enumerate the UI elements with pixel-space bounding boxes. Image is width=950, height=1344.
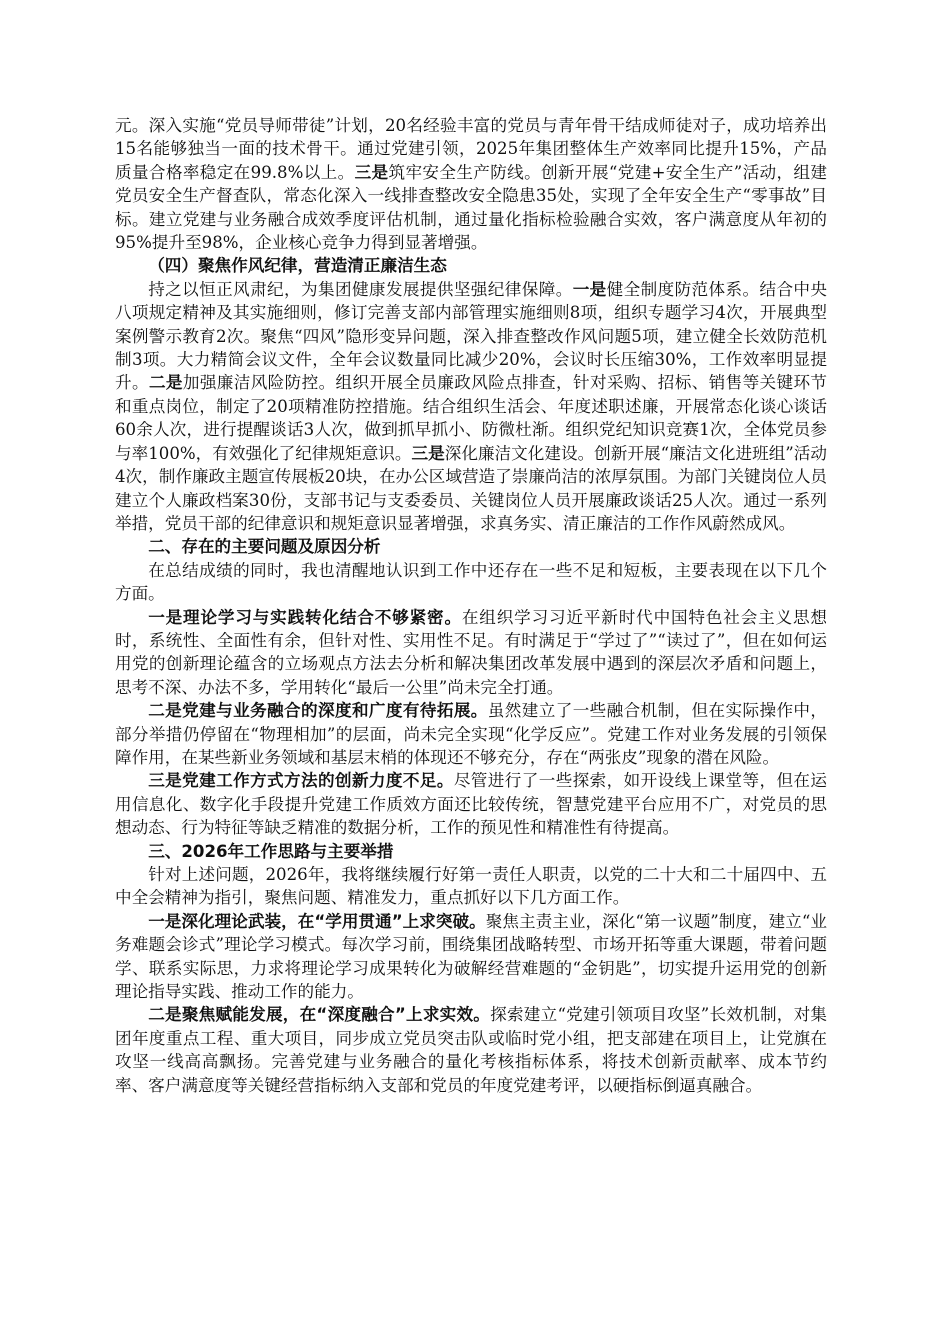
bold-lead-text: 三是 [354, 162, 389, 182]
bold-lead-text: 一是深化理论武装，在“学用贯通”上求突破。 [148, 911, 486, 931]
bold-lead-text: 二是聚焦赋能发展，在“深度融合”上求实效。 [148, 1005, 491, 1025]
paragraph-text: 元。深入实施“党员导师带徒”计划，20名经验丰富的党员与青年骨干结成师徒对子，成功培养出15名能够独当一面的技术骨干。通过党建引领，2025年集团整体生产效率同比提升15%，产品质量合格率稳定在99.8%以上。 [115, 116, 827, 182]
paragraph-text: 二、存在的主要问题及原因分析 [148, 537, 381, 557]
body-paragraph [115, 606, 827, 700]
section-heading [115, 254, 827, 277]
body-paragraph [115, 699, 827, 769]
paragraph-text: 针对上述问题，2026年，我将继续履行好第一责任人职责，以党的二十大和二十届四中、五中全会精神为指引，聚焦问题、精准发力，重点抓好以下几方面工作。 [115, 865, 827, 908]
bold-lead-text: 二是党建与业务融合的深度和广度有待拓展。 [148, 701, 488, 721]
bold-lead-text: 三是 [411, 443, 445, 463]
bold-lead-text: 三是党建工作方式方法的创新力度不足。 [148, 771, 454, 791]
body-paragraph [115, 114, 827, 254]
paragraph-text: 加强廉洁风险防控。组织开展全员廉政风险点排查，针对采购、招标、销售等关键环节和重点岗位，制定了20项精准防控措施。结合组织生活会、年度述职述廉，开展常态化谈心谈话60余人次，进行提醒谈话3人次，做到抓早抓小、防微杜渐。组织党纪知识竞赛1次，全体党员参与率100%，有效强化了纪律规矩意识。 [115, 373, 828, 463]
body-paragraph [115, 1003, 827, 1097]
document-body [115, 114, 827, 1097]
bold-lead-text: 一是理论学习与实践转化结合不够紧密。 [148, 607, 462, 627]
bold-lead-text: 二是 [148, 373, 183, 393]
body-paragraph [115, 910, 827, 1004]
paragraph-text: 持之以恒正风肃纪，为集团健康发展提供坚强纪律保障。 [148, 279, 573, 299]
paragraph-text: 在组织学习习近平新时代中国特色社会主义思想时，系统性、全面性有余，但针对性、实用性不足。有时满足于“学过了”“读过了”，但在如何运用党的创新理论蕴含的立场观点方法去分析和解决集团改革发展中遇到的深层次矛盾和问题上，思考不深、办法不多，学用转化“最后一公里”尚未完全打通。 [115, 607, 828, 697]
bold-lead-text: 一是 [572, 279, 607, 299]
paragraph-text: 探索建立“党建引领项目攻坚”长效机制，对集团年度重点工程、重大项目，同步成立党员突击队或临时党小组，把支部建在项目上，让党旗在攻坚一线高高飘扬。完善党建与业务融合的量化考核指标体系，将技术创新贡献率、成本节约率、客户满意度等关键经营指标纳入支部和党员的年度党建考评，以硬指标倒逼真融合。 [115, 1005, 828, 1095]
body-paragraph [115, 559, 827, 606]
body-paragraph [115, 278, 827, 535]
section-heading [115, 840, 827, 863]
paragraph-text: 尽管进行了一些探索，如开设线上课堂等，但在运用信息化、数字化手段提升党建工作质效方面还比较传统，智慧党建平台应用不广，对党员的思想动态、行为特征等缺乏精准的数据分析，工作的预见性和精准性有待提高。 [115, 771, 827, 838]
paragraph-text: 在总结成绩的同时，我也清醒地认识到工作中还存在一些不足和短板，主要表现在以下几个方面。 [115, 560, 827, 604]
paragraph-text: 聚焦主责主业，深化“第一议题”制度，建立“业务难题会诊式”理论学习模式。每次学习前，围绕集团战略转型、市场开拓等重大课题，带着问题学、联系实际思，力求将理论学习成果转化为破解经营难题的“金钥匙”，切实提升运用党的创新理论指导实践、推动工作的能力。 [115, 911, 828, 1002]
body-paragraph [115, 769, 827, 839]
paragraph-text: （四）聚焦作风纪律，营造清正廉洁生态 [148, 256, 447, 276]
section-heading [115, 535, 827, 558]
paragraph-text: 深化廉洁文化建设。创新开展“廉洁文化进班组”活动4次，制作廉政主题宣传展板20块，在办公区域营造了崇廉尚洁的浓厚氛围。为部门关键岗位人员建立个人廉政档案30份，支部书记与支委委员、关键岗位人员开展廉政谈话25人次。通过一系列举措，党员干部的纪律意识和规矩意识显著增强，求真务实、清正廉洁的工作作风蔚然成风。 [115, 443, 828, 533]
paragraph-text: 三、2026年工作思路与主要举措 [148, 841, 394, 861]
paragraph-text: 健全制度防范体系。结合中央八项规定精神及其实施细则，修订完善支部内部管理实施细则8项，组织专题学习4次，开展典型案例警示教育2次。聚焦“四风”隐形变异问题，深入排查整改作风问题5项，建立健全长效防范机制3项。大力精简会议文件，全年会议数量同比减少20%，会议时长压缩30%，工作效率明显提升。 [115, 279, 828, 393]
paragraph-text: 虽然建立了一些融合机制，但在实际操作中，部分举措仍停留在“物理相加”的层面，尚未完全实现“化学反应”。党建工作对业务发展的引领保障作用，在某些新业务领域和基层末梢的体现还不够充分，存在“两张皮”现象的潜在风险。 [115, 701, 828, 767]
body-paragraph [115, 863, 827, 910]
paragraph-text: 筑牢安全生产防线。创新开展“党建+安全生产”活动，组建党员安全生产督查队，常态化深入一线排查整改安全隐患35处，实现了全年安全生产“零事故”目标。建立党建与业务融合成效季度评估机制，通过量化指标检验融合实效，客户满意度从年初的95%提升至98%，企业核心竞争力得到显著增强。 [115, 162, 828, 253]
